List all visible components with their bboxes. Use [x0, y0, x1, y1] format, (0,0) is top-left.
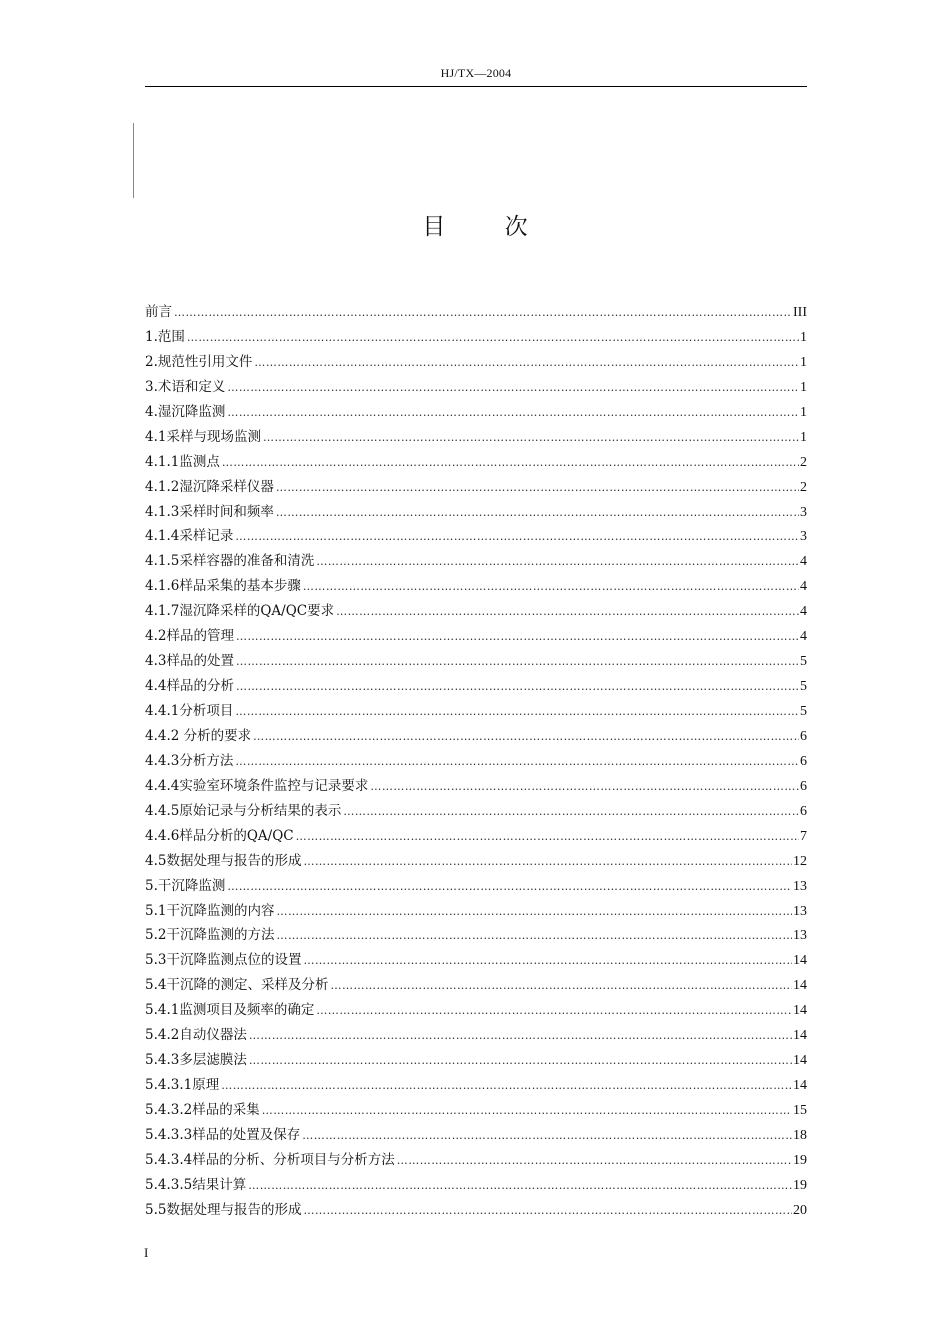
toc-entry-label: 4.4.6样品分析的QA/QC [145, 827, 294, 844]
toc-leader-dots [397, 1149, 792, 1174]
toc-leader-dots [303, 949, 792, 974]
toc-entry-page: 7 [800, 828, 807, 844]
toc-leader-dots [249, 1049, 792, 1074]
toc-entry[interactable] [145, 799, 807, 824]
toc-entry-label: 4.1.2湿沉降采样仪器 [145, 478, 274, 495]
toc-entry-page: 1 [800, 404, 807, 420]
toc-leader-dots [227, 376, 799, 401]
toc-entry-page: 20 [793, 1202, 807, 1218]
toc-entry[interactable] [145, 325, 807, 350]
toc-entry-label: 5.1干沉降监测的内容 [145, 902, 275, 919]
toc-entry-label: 5.2干沉降监测的方法 [145, 927, 275, 944]
toc-entry-label: 4.1.1监测点 [145, 453, 220, 470]
toc-entry-page: 14 [793, 1053, 807, 1069]
toc-entry-page: 4 [800, 554, 807, 570]
toc-leader-dots [370, 775, 799, 800]
toc-entry-page: 14 [793, 1028, 807, 1044]
toc-entry-label: 5.干沉降监测 [145, 877, 226, 894]
toc-leader-dots [235, 700, 799, 725]
toc-entry-page: 14 [793, 953, 807, 969]
toc-leader-dots [248, 1174, 792, 1199]
toc-entry-page: 6 [800, 778, 807, 794]
table-of-contents [145, 300, 807, 1223]
toc-entry[interactable] [145, 599, 807, 624]
toc-leader-dots [276, 900, 792, 925]
toc-entry-label: 2.规范性引用文件 [145, 353, 253, 370]
toc-leader-dots [303, 850, 792, 875]
toc-entry-label: 4.4.2 分析的要求 [145, 727, 252, 744]
toc-entry-label: 5.4.2自动仪器法 [145, 1027, 247, 1044]
toc-leader-dots [303, 575, 799, 600]
toc-entry[interactable] [145, 1023, 807, 1048]
toc-entry-label: 5.4.1监测项目及频率的确定 [145, 1002, 315, 1019]
toc-leader-dots [263, 426, 799, 451]
toc-leader-dots [221, 1074, 792, 1099]
toc-entry-page: 1 [800, 379, 807, 395]
toc-entry[interactable] [145, 948, 807, 973]
toc-entry-page: 18 [793, 1127, 807, 1143]
toc-entry-page: 3 [800, 504, 807, 520]
toc-entry[interactable] [145, 1073, 807, 1098]
toc-entry-label: 4.3样品的处置 [145, 653, 234, 670]
toc-entry[interactable] [145, 649, 807, 674]
toc-entry[interactable] [145, 450, 807, 475]
toc-entry-page: 14 [793, 978, 807, 994]
toc-entry-label: 4.1.5采样容器的准备和清洗 [145, 553, 315, 570]
toc-entry[interactable] [145, 899, 807, 924]
toc-leader-dots [227, 875, 792, 900]
toc-entry[interactable] [145, 300, 807, 325]
toc-entry[interactable] [145, 1098, 807, 1123]
toc-entry-label: 5.4.3.1原理 [145, 1077, 220, 1094]
toc-entry[interactable] [145, 524, 807, 549]
toc-leader-dots [276, 476, 799, 501]
toc-entry[interactable] [145, 500, 807, 525]
toc-entry-page: 4 [800, 579, 807, 595]
toc-entry[interactable] [145, 475, 807, 500]
toc-entry-page: 19 [793, 1152, 807, 1168]
toc-entry-label: 4.1.4采样记录 [145, 528, 234, 545]
toc-entry-label: 4.2样品的管理 [145, 628, 234, 645]
toc-entry-page: 15 [793, 1103, 807, 1118]
toc-entry[interactable] [145, 699, 807, 724]
toc-entry[interactable] [145, 574, 807, 599]
toc-leader-dots [302, 1124, 792, 1149]
toc-entry[interactable] [145, 1198, 807, 1223]
page-number: I [144, 1245, 149, 1260]
toc-leader-dots [249, 1024, 792, 1049]
toc-entry-page: 6 [800, 803, 807, 819]
toc-entry[interactable] [145, 923, 807, 948]
toc-entry-label: 4.1采样与现场监测 [145, 428, 261, 445]
toc-entry-label: 前言 [145, 304, 172, 320]
toc-entry[interactable] [145, 998, 807, 1023]
toc-entry-page: 4 [800, 629, 807, 645]
toc-entry-label: 4.4.4实验室环境条件监控与记录要求 [145, 777, 369, 794]
toc-entry-label: 4.5数据处理与报告的形成 [145, 852, 302, 869]
toc-leader-dots [336, 600, 799, 625]
toc-leader-dots [174, 301, 792, 326]
page-title: 目 次 [422, 214, 554, 240]
toc-entry-page: 3 [800, 529, 807, 545]
toc-entry[interactable] [145, 549, 807, 574]
toc-entry-label: 4.1.7湿沉降采样的QA/QC要求 [145, 603, 335, 620]
toc-entry-page: 13 [793, 878, 807, 894]
toc-leader-dots [276, 924, 792, 949]
toc-entry-page: 2 [800, 454, 807, 470]
toc-leader-dots [262, 1099, 792, 1124]
toc-entry-page: 14 [793, 1003, 807, 1019]
toc-entry-label: 3.术语和定义 [145, 378, 226, 395]
toc-leader-dots [253, 725, 799, 750]
toc-entry-page: 6 [800, 728, 807, 744]
toc-entry-page: 1 [800, 354, 807, 370]
toc-entry[interactable] [145, 1148, 807, 1173]
toc-entry[interactable] [145, 849, 807, 874]
running-header: HJ/TX—2004 [440, 66, 512, 80]
toc-entry-page: 19 [793, 1177, 807, 1193]
toc-entry-label: 1.范围 [145, 328, 185, 345]
toc-leader-dots [187, 326, 799, 351]
toc-entry-page: III [793, 305, 807, 320]
toc-entry[interactable] [145, 624, 807, 649]
toc-entry-label: 5.4干沉降的测定、采样及分析 [145, 977, 329, 994]
toc-entry[interactable] [145, 774, 807, 799]
toc-entry[interactable] [145, 724, 807, 749]
toc-leader-dots [296, 825, 799, 850]
toc-entry-label: 5.4.3.2样品的采集 [145, 1102, 260, 1118]
toc-leader-dots [235, 750, 799, 775]
toc-leader-dots [236, 650, 799, 675]
toc-entry-page: 5 [800, 679, 807, 695]
toc-entry[interactable] [145, 1048, 807, 1073]
toc-leader-dots [235, 525, 799, 550]
toc-entry-page: 1 [800, 329, 807, 345]
toc-entry-label: 4.湿沉降监测 [145, 403, 226, 420]
toc-leader-dots [227, 401, 799, 426]
toc-entry[interactable] [145, 874, 807, 899]
toc-leader-dots [303, 1199, 792, 1224]
toc-entry[interactable] [145, 824, 807, 849]
toc-entry-label: 5.4.3.3样品的处置及保存 [145, 1126, 301, 1143]
toc-entry-page: 2 [800, 479, 807, 495]
toc-entry-page: 1 [800, 429, 807, 445]
toc-entry-label: 5.4.3多层滤膜法 [145, 1052, 247, 1069]
toc-entry-label: 5.5数据处理与报告的形成 [145, 1201, 302, 1218]
toc-entry-label: 4.4.1分析项目 [145, 703, 234, 719]
toc-entry-label: 4.4.3分析方法 [145, 752, 234, 769]
toc-entry-page: 13 [793, 928, 807, 944]
toc-leader-dots [222, 451, 799, 476]
toc-entry-label: 4.1.6样品采集的基本步骤 [145, 578, 301, 595]
toc-entry-page: 5 [800, 704, 807, 719]
toc-entry[interactable] [145, 425, 807, 450]
toc-leader-dots [343, 800, 799, 825]
toc-entry[interactable] [145, 375, 807, 400]
toc-leader-dots [316, 550, 799, 575]
toc-entry[interactable] [145, 749, 807, 774]
toc-entry[interactable] [145, 400, 807, 425]
header-rule [145, 86, 807, 87]
toc-entry-label: 4.4.5原始记录与分析结果的表示 [145, 802, 342, 819]
margin-mark [133, 123, 134, 198]
toc-entry[interactable] [145, 350, 807, 375]
toc-entry[interactable] [145, 973, 807, 998]
toc-entry[interactable] [145, 1173, 807, 1198]
toc-leader-dots [236, 675, 799, 700]
toc-entry-page: 6 [800, 753, 807, 769]
toc-leader-dots [254, 351, 799, 376]
toc-leader-dots [276, 501, 799, 526]
toc-entry-page: 14 [793, 1078, 807, 1094]
toc-leader-dots [330, 974, 792, 999]
toc-entry[interactable] [145, 674, 807, 699]
toc-leader-dots [316, 999, 792, 1024]
toc-entry-page: 12 [793, 853, 807, 869]
toc-entry-label: 4.1.3采样时间和频率 [145, 503, 274, 520]
toc-entry-label: 4.4样品的分析 [145, 678, 234, 695]
toc-leader-dots [236, 625, 799, 650]
toc-entry-label: 5.4.3.5结果计算 [145, 1176, 247, 1193]
toc-entry-label: 5.3干沉降监测点位的设置 [145, 952, 302, 969]
toc-entry-page: 5 [800, 654, 807, 670]
toc-entry-page: 13 [793, 903, 807, 919]
toc-entry-label: 5.4.3.4样品的分析、分析项目与分析方法 [145, 1151, 395, 1168]
toc-entry-page: 4 [800, 604, 807, 620]
toc-entry[interactable] [145, 1123, 807, 1148]
